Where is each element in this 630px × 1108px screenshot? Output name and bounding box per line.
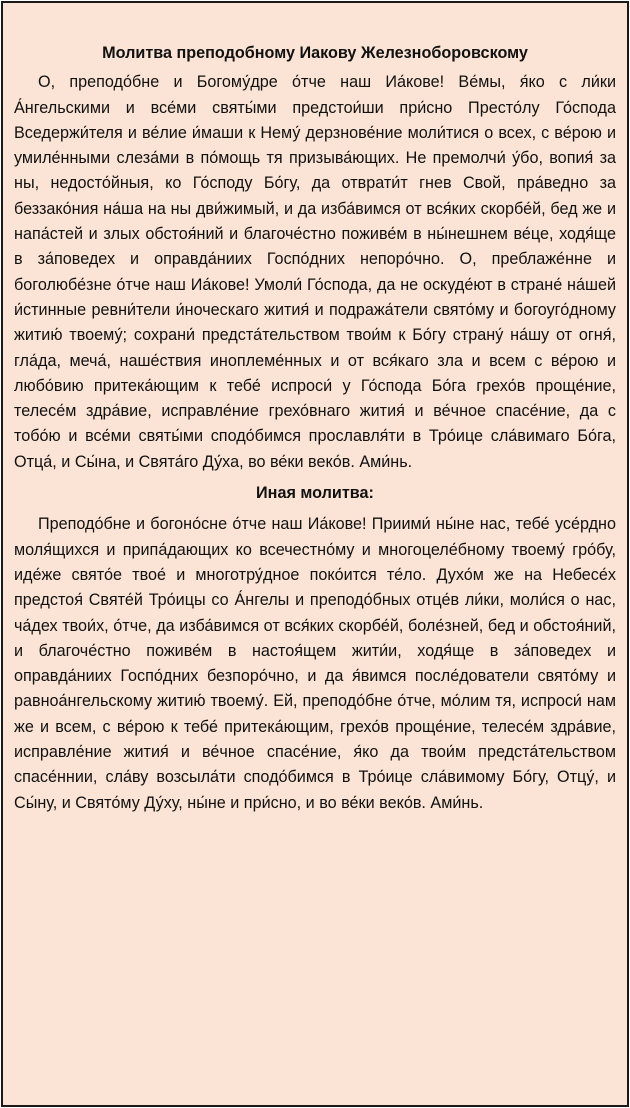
prayer-title: Молитва преподобному Иакову Железноборовскому [102,44,528,62]
other-prayer-heading: Иная молитва: [256,484,374,503]
prayer-text-block [14,41,616,816]
prayer-card [1,1,629,1107]
prayer-paragraph-1: О, преподо́бне и Богому́дре о́тче наш Иа́кове! Ве́мы, я́ко с ли́ки А́нгельскими и все́ми святы́ми предстои́ши при́сно Престо́лу Го́спода Вседержи́теля и ве́лие и́маши к Нему́ дерзнове́ние моли́тися о всех, с ве́рою и умиле́нными слеза́ми в по́мощь тя призыва́ющих. Не премолчи́ у́бо, вопия́ за ны, недосто́йныя, ко Го́споду Бо́гу, да отврати́т гнев Свой, пра́ведно за беззако́ния на́ша на ны дви́жимый, и да изба́вимся от вся́ких скорбе́й, бед же и напа́стей и злых обстоя́ний и благоче́стно поживе́м в ны́нешнем ве́це, ходя́ще в за́поведех и оправда́ниих Госпо́дних непоро́чно. О, преблаже́нне и боголюбе́зне о́тче наш Иа́кове! Умоли́ Го́спода, да не оскуде́ют в стране́ на́шей и́стинные ревни́тели и́ноческаго жития́ и подража́тели свято́му и богоуго́дному житию́ твоему́; сохрани́ предста́тельством твои́м к Бо́гу страну́ на́шу от огня́, гла́да, меча́, наше́ствия иноплеме́нных и от вся́каго зла и всем с ве́рою и любо́вию притека́ющим к тебе́ испроси́ у Го́спода Бо́га грехо́в проще́ние, телесе́м здра́вие, исправле́ние грехо́внаго жития́ и ве́чное спасе́ние, да с тобо́ю и все́ми святы́ми сподо́бимся прославля́ти в Тро́ице сла́вимаго Бо́га, Отца́, и Сы́на, и Свята́го Ду́ха, во ве́ки веко́в. Ами́нь. [14,73,616,471]
prayer-paragraph-2: Преподо́бне и богоно́сне о́тче наш Иа́кове! Приими́ ны́не нас, тебе́ усе́рдно моля́щихся и припа́дающих ко всечестно́му и многоцеле́бному твоему́ гро́бу, иде́же свято́е твое́ и многотру́дное поко́ится те́ло. Духо́м же на Небесе́х предстоя́ Святе́й Тро́ицы со А́нгелы и преподо́бных отце́в ли́ки, моли́ся о нас, ча́дех твои́х, о́тче, да изба́вимся от вся́ких скорбе́й, боле́зней, бед и обстоя́ний, и благоче́стно поживе́м в настоя́щем жити́и, ходя́ще в за́поведех и оправда́ниих Госпо́дних безпоро́чно, и да я́вимся после́дователи свято́му и равноа́нгельскому житию́ твоему́. Ей, преподо́бне о́тче, мо́лим тя, испроси́ нам же и всем, с ве́рою к тебе́ притека́ющим, грехо́в проще́ние, телесе́м здра́вие, исправле́ние жития́ и ве́чное спасе́ние, я́ко да твои́м предста́тельством спасе́ннии, сла́ву возсыла́ти сподо́бимся в Тро́ице сла́вимому Бо́гу, Отцу́, и Сы́ну, и Свято́му Ду́ху, ны́не и при́сно, и во ве́ки веко́в. Ами́нь. [14,515,616,812]
